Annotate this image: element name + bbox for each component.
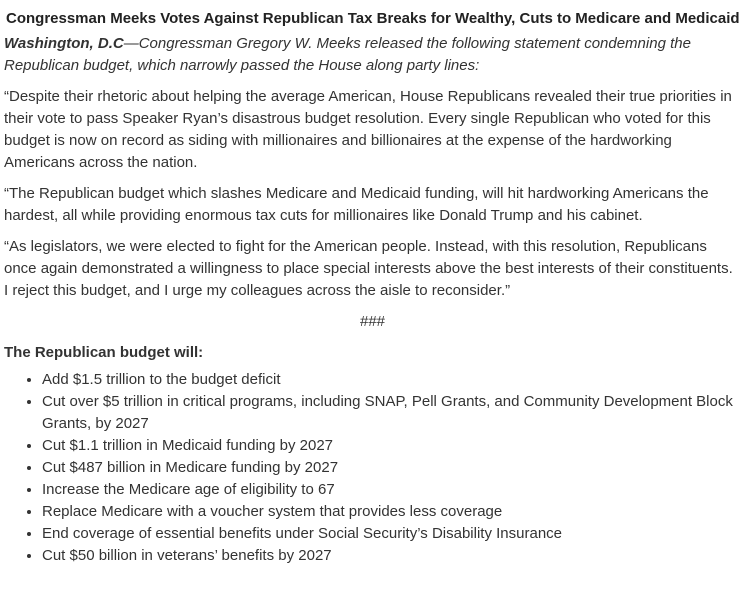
statement-paragraph-2: “The Republican budget which slashes Medicare and Medicaid funding, will hit hardworking Americans the hardest, all while providing enormous tax cuts for millionaires like Donald Trump and his cabinet.	[4, 185, 709, 224]
list-item: • Cut $487 billion in Medicare funding by 2027	[42, 457, 741, 479]
end-mark: ###	[359, 313, 386, 330]
list-item: • Cut over $5 trillion in critical programs, including SNAP, Pell Grants, and Community Development Block Grants, by 2027	[42, 391, 741, 435]
dateline: Washington, D.C	[4, 35, 124, 52]
list-heading: The Republican budget will:	[4, 344, 204, 361]
budget-bullet-list	[4, 369, 741, 567]
list-item: • End coverage of essential benefits under Social Security’s Disability Insurance	[42, 523, 741, 545]
intro-text: —Congressman Gregory W. Meeks released the following statement condemning the Republican budget, which narrowly passed the House along party lines:	[4, 35, 691, 74]
list-item: • Cut $50 billion in veterans’ benefits by 2027	[42, 545, 741, 567]
list-item: • Replace Medicare with a voucher system that provides less coverage	[42, 501, 741, 523]
list-item: • Increase the Medicare age of eligibility to 67	[42, 479, 741, 501]
list-item: • Cut $1.1 trillion in Medicaid funding by 2027	[42, 435, 741, 457]
statement-paragraph-3: “As legislators, we were elected to fight for the American people. Instead, with this resolution, Republicans once again demonstrated a willingness to place special interests above the best interests of their constituents. I reject this budget, and I urge my colleagues across the aisle to reconsider.”	[4, 238, 733, 299]
intro-paragraph	[4, 33, 741, 77]
statement-paragraph-1: “Despite their rhetoric about helping the average American, House Republicans revealed their true priorities in their vote to pass Speaker Ryan’s disastrous budget resolution. Every single Republican who voted for this budget is now on record as siding with millionaires and billionaires at the expense of the hardworking Americans across the nation.	[4, 88, 732, 171]
list-item: • Add $1.5 trillion to the budget deficit	[42, 369, 741, 391]
headline: Congressman Meeks Votes Against Republican Tax Breaks for Wealthy, Cuts to Medicare and Medicaid	[6, 10, 740, 27]
